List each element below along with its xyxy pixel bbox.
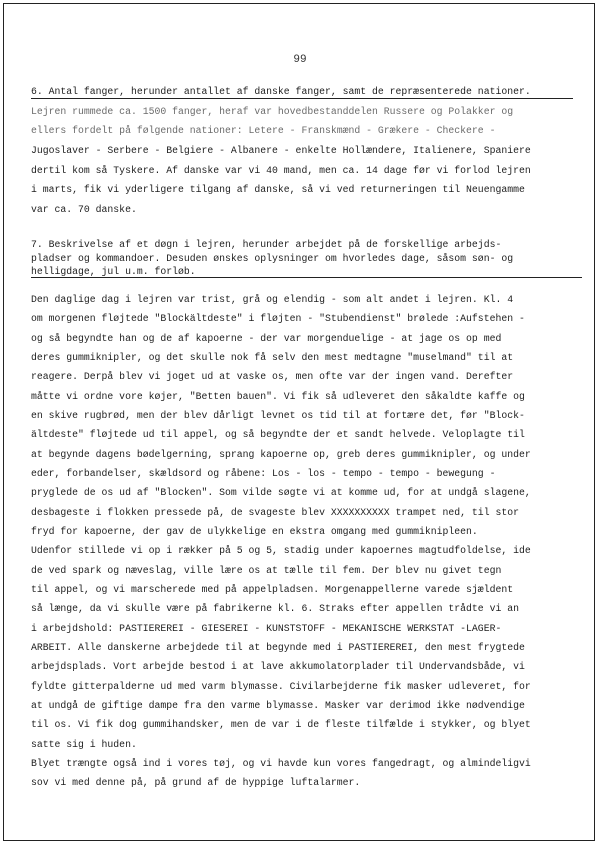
section-7-heading-line: helligdage, jul u.m. forløb. [31, 266, 196, 277]
section-7-line: eder, forbandelser, skældsord og råbene: Los - los - tempo - tempo - bewegung - [31, 467, 496, 479]
section-7-line: Blyet trængte også ind i vores tøj, og vi havde kun vores fangedragt, og almindeligvi [31, 757, 531, 769]
section-7-line: en skive rugbrød, men der blev dårligt levnet os tid til at fortære det, før "Block- [31, 409, 525, 421]
section-7-line: måtte vi ordne vore køjer, "Betten bauen". Vi fik så udleveret den såkaldte kaffe og [31, 390, 525, 402]
section-7-heading-line: 7. Beskrivelse af et døgn i lejren, herunder arbejdet på de forskellige arbejds- [31, 239, 502, 250]
section-7-line: arbejdsplads. Vort arbejde bestod i at lave akkumolatorplader til Undervandsbåde, vi [31, 661, 525, 673]
section-7-line: pryglede de os ud af "Blocken". Som vilde søgte vi at komme ud, for at undgå slagene, [31, 487, 531, 499]
section-7-line: de ved spark og næveslag, ville lære os at tælle til fem. Der blev nu givet tegn [31, 564, 502, 576]
section-7-line: Den daglige dag i lejren var trist, grå og elendig - som alt andet i lejren. Kl. 4 [31, 294, 514, 305]
section-7-line: reagere. Derpå blev vi joget ud at vaske os, men ofte var der ingen vand. Derefter [31, 371, 514, 383]
section-7-line: ARBEIT. Alle danskerne arbejdede til at begynde med i PASTIEREREI, den mest frygtede [31, 641, 525, 653]
section-7-line: at undgå de giftige dampe fra den varme blymasse. Masker var derimod ikke nødvendige [31, 699, 525, 711]
section-7-line: Udenfor stillede vi op i rækker på 5 og 5, stadig under kapoernes magtudfoldelse, ide [31, 545, 531, 557]
section-7-line: til appel, og vi marscherede med på appelpladsen. Morgenappellerne varede sjældent [31, 583, 514, 595]
section-7-line: fyldte gitterpalderne ud med varm blymasse. Civilarbejderne fik masker udleveret, for [31, 680, 531, 692]
section-7-line: til os. Vi fik dog gummihandsker, men de var i de fleste tilfælde i stykker, og blyet [31, 719, 531, 731]
section-7-line: så længe, da vi skulle være på fabrikerne kl. 6. Straks efter appellen trådte vi an [31, 603, 519, 615]
section-7-line: i arbejdshold: PASTIEREREI - GIESEREI - KUNSTSTOFF - MEKANISCHE WERKSTAT -LAGER- [31, 622, 502, 634]
section-6-line: var ca. 70 danske. [31, 204, 137, 216]
section-7-line: desbageste i flokken pressede på, de svageste blev XXXXXXXXXX trampet ned, til stor [31, 506, 519, 518]
page-number: 99 [293, 54, 307, 66]
section-6-line: Lejren rummede ca. 1500 fanger, heraf var hovedbestanddelen Russere og Polakker og [31, 105, 514, 117]
section-7-line: ältdeste" fløjtede ud til appel, og så begyndte der et sandt helvede. Veloplagte til [31, 429, 525, 441]
section-6-heading-underline [31, 98, 573, 99]
section-6-line: ellers fordelt på følgende nationer: Letere - Franskmænd - Grækere - Checkere - [31, 125, 496, 137]
section-7-body [31, 290, 583, 793]
section-6-line: i marts, fik vi yderligere tilgang af danske, så vi ved returneringen til Neuengamme [31, 184, 525, 196]
section-6-line: Jugoslaver - Serbere - Belgiere - Albanere - enkelte Hollændere, Italienere, Spaniere [31, 145, 531, 157]
section-6-heading: 6. Antal fanger, herunder antallet af danske fanger, samt de repræsenterede nationer. [31, 86, 531, 97]
section-7-heading-underline [31, 277, 582, 278]
section-7-line: og så begyndte han og de af kapoerne - der var morgenduelige - at jage os op med [31, 332, 502, 344]
section-6-line: dertil kom så Tyskere. Af danske var vi 40 mand, men ca. 14 dage før vi forlod lejren [31, 164, 531, 176]
section-7-heading [31, 238, 583, 279]
section-7-line: at begynde dagens bødelgerning, sprang kapoerne op, greb deres gummiknipler, og under [31, 448, 531, 460]
section-7-heading-line: pladser og kommandoer. Desuden ønskes oplysninger om hvorledes dage, såsom søn- og [31, 252, 514, 264]
section-7-line: fryd for kapoerne, der gav de ulykkelige en ekstra omgang med gummiknipleen. [31, 525, 478, 537]
section-6 [31, 82, 583, 220]
section-7-line: sov vi med denne på, på grund af de hyppige luftalarmer. [31, 777, 361, 789]
section-7-line: satte sig i huden. [31, 738, 137, 750]
section-7-line: om morgenen fløjtede "Blockältdeste" i fløjten - "Stubendienst" brølede :Aufstehen - [31, 313, 525, 325]
section-7-line: deres gummiknipler, og det skulle nok få selv den mest medtagne "muselmand" til at [31, 351, 514, 363]
